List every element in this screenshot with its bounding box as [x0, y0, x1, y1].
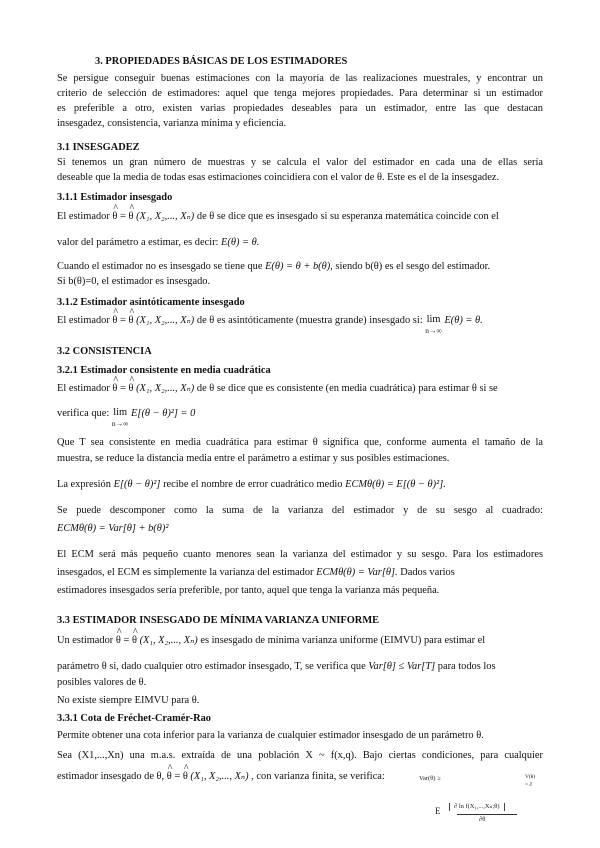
insesgado-line-3: Cuando el estimador no es insesgado se tiene que E(θ) = θ + b(θ), siendo b(θ) es el sesgo del estimador.	[57, 261, 491, 272]
cota-line-2: Sea (X1,...,Xn) una m.a.s. extraída de una población X ~ f(x,q). Bajo ciertas condiciones, para cualquier	[57, 750, 543, 761]
consistente-para-2: muestra, se reduce la distancia media entre el parámetro a estimar y sus posibles estimaciones.	[57, 453, 450, 464]
intro-line-2: criterio de selección de estimadores: aquel que tenga mejores propiedades. Para determinar si un estimador	[57, 88, 543, 99]
eimvu-line-2: parámetro θ si, dado cualquier otro estimador insesgado, T, se verifica que Var[θ] ≤ Var[T] para todos los	[57, 661, 496, 672]
limit-operator: lim n→∞	[425, 314, 442, 335]
cr-lhs: Var(θ) ≥	[419, 775, 441, 782]
heading-estimador-insesgado: 3.1.1 Estimador insesgado	[57, 192, 173, 203]
limit-operator: lim n→∞	[111, 407, 129, 428]
eimvu-line-1: Un estimador ^ θ = ^ θ (X₁, X₂,..., Xₙ) es insesgado de mínima varianza uniforme (EIMVU) para estimar el	[57, 634, 543, 647]
consistente-line-2: verifica que: lim n→∞ E[(θ − θ)²] = 0	[57, 407, 196, 428]
heading-cota-fcr: 3.3.1 Cota de Fréchet-Cramér-Rao	[57, 713, 211, 724]
formula-bias: E(θ) = θ + b(θ),	[265, 261, 333, 272]
ecm-decomposition-line: Se puede descomponer como la suma de la varianza del estimador y de su sesgo al cuadrado:	[57, 505, 543, 516]
insesgado-line-4: Si b(θ)=0, el estimador es insesgado.	[57, 276, 211, 287]
cota-line-3: estimador insesgado de θ, ^ θ = ^ θ (X₁, X₂,..., Xₙ) , con varianza finita, se verifica:	[57, 770, 543, 783]
consistente-line-1: El estimador ^ θ = ^ θ (X₁, X₂,..., Xₙ) de θ se dice que es consistente (en media cuadrática) para estimar θ si se	[57, 382, 543, 395]
cramer-rao-formula	[419, 774, 539, 829]
insesgadez-line-2: deseable que la media de todas esas estimaciones coincidiera con el valor de θ. Este es el de la insesgadez.	[57, 172, 500, 183]
cr-numerator: ∂ ln f(X₁,...,Xₙ;θ)	[449, 803, 505, 811]
heading-eimvu: 3.3 ESTIMADOR INSESGADO DE MÍNIMA VARIANZA UNIFORME	[57, 615, 380, 626]
ecm-para-line-3: estimadores insesgados sería preferible, por tanto, aquel que tenga la varianza más pequeña.	[57, 585, 440, 596]
section-title: 3. PROPIEDADES BÁSICAS DE LOS ESTIMADORES	[95, 56, 348, 67]
insesgado-line-1: El estimador ^ θ = ^ θ (X₁, X₂,..., Xₙ) de θ se dice que es insesgado si su esperanza matemática coincide con el	[57, 210, 543, 223]
cr-right-expr: V(θ) = ∂	[525, 774, 536, 788]
heading-consistente-mc: 3.2.1 Estimador consistente en media cuadrática	[57, 365, 271, 376]
ecm-definition-line: La expresión E[(θ − θ)²] recibe el nombre de error cuadrático medio ECMθ(θ) = E[(θ − θ)²].	[57, 479, 446, 490]
insesgado-line-2: valor del parámetro a estimar, es decir: E(θ) = θ.	[57, 237, 260, 248]
eimvu-line-4: No existe siempre EIMVU para θ.	[57, 695, 200, 706]
heading-asintotico: 3.1.2 Estimador asintóticamente insesgado	[57, 297, 245, 308]
intro-line-1: Se persigue conseguir buenas estimaciones con la mayoría de las realizaciones muestrales, y encontrar un	[57, 73, 543, 84]
intro-line-4: insesgadez, consistencia, varianza mínima y eficiencia.	[57, 118, 287, 129]
ecm-decomposition-formula: ECMθ(θ) = Var[θ] + b(θ)²	[57, 523, 169, 534]
cr-denominator: ∂θ	[479, 816, 486, 823]
consistente-para-1: Que T sea consistente en media cuadrática para estimar θ significa que, conforme aumenta el tamaño de la	[57, 437, 543, 448]
asintotico-line-1: El estimador ^ θ = ^ θ (X₁, X₂,..., Xₙ) de θ es asintóticamente (muestra grande) insesgado si: lim n→∞ E(θ) = θ.	[57, 314, 543, 336]
cr-fraction-bar	[457, 814, 517, 815]
insesgadez-line-1: Si tenemos un gran número de muestras y se calcula el valor del estimador en cada una de ellas sería	[57, 157, 543, 168]
cr-expectation: E	[435, 806, 441, 816]
ecm-para-line-1: El ECM será más pequeño cuanto menores sean la varianza del estimador y su sesgo. Para los estimadores	[57, 549, 543, 560]
eimvu-line-3: posibles valores de θ.	[57, 677, 147, 688]
formula-unbiased: E(θ) = θ.	[221, 237, 260, 248]
ecm-para-line-2: insesgados, el ECM es simplemente la varianza del estimador ECMθ(θ) = Var[θ]. Dados varios	[57, 567, 455, 578]
intro-line-3: es preferible a otro, existen varias propiedades deseables para un estimador, entre las que destacan	[57, 103, 543, 114]
heading-insesgadez: 3.1 INSESGADEZ	[57, 142, 140, 153]
cota-line-1: Permite obtener una cota inferior para la varianza de cualquier estimador insesgado de un parámetro θ.	[57, 730, 484, 741]
heading-consistencia: 3.2 CONSISTENCIA	[57, 346, 152, 357]
